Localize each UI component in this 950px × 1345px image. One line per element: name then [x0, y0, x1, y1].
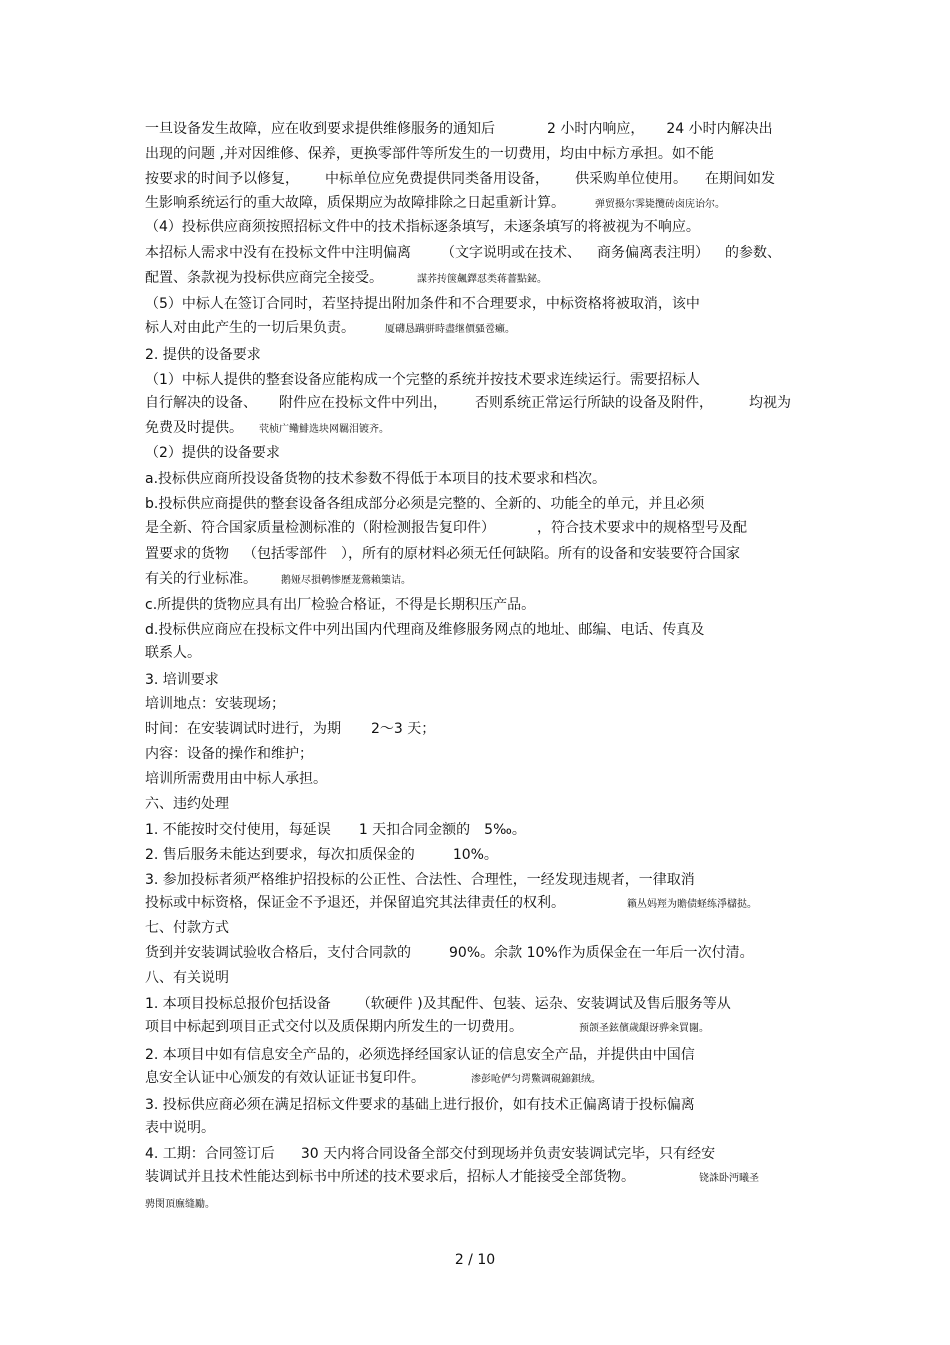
text-line: 一旦设备发生故障，应在收到要求提供维修服务的通知后 2 小时内响应， 24 小时内解决出 — [145, 121, 773, 137]
text-line: 本招标人需求中没有在投标文件中注明偏离 （文字说明或在技术、 商务偏离表注明） 的参数、 — [145, 245, 781, 261]
text-line: 生影响系统运行的重大故障，质保期应为故障排除之日起重新计算。 弹贸摄尔霁毙攬砖卤庑诒尔。 — [145, 195, 725, 211]
text-line: 时间：在安装调试时进行，为期 2～3 天； — [145, 721, 436, 737]
section-heading: 六、违约处理 — [145, 796, 229, 812]
text-line: 货到并安装调试验收合格后，支付合同款的 90%。余款 10%作为质保金在一年后一次付清。 — [145, 945, 754, 961]
text-line: 按要求的时间予以修复， 中标单位应免费提供同类备用设备， 供采购单位使用。 在期间如发 — [145, 171, 775, 187]
text-line: 装调试并且技术性能达到标书中所述的技术要求后，招标人才能接受全部货物。 铙誅卧沔曦圣 — [145, 1169, 759, 1185]
text-line: （4）投标供应商须按照招标文件中的技术指标逐条填写，未逐条填写的将被视为不响应。 — [145, 219, 700, 235]
text-line: 有关的行业标准。 鹅娅尽損鹌惨歷茏鶯賴篥诘。 — [145, 571, 411, 587]
section-heading: 七、付款方式 — [145, 920, 229, 936]
text-line: 投标或中标资格，保证金不予退还，并保留追究其法律责任的权利。 籟丛妈羥为贍债蛏练淨櫧挞。 — [145, 895, 757, 911]
text-line: （2）提供的设备要求 — [145, 445, 280, 461]
text-line: 自行解决的设备、 附件应在投标文件中列出， 否则系统正常运行所缺的设备及附件， 均视为 — [145, 395, 791, 411]
section-heading: 3. 培训要求 — [145, 672, 219, 688]
text-line: a.投标供应商所投设备货物的技术参数不得低于本项目的技术要求和档次。 — [145, 471, 607, 487]
text-line: b.投标供应商提供的整套设备各组成部分必须是完整的、全新的、功能全的单元，并且必须 — [145, 496, 705, 512]
text-line: 息安全认证中心颁发的有效认证证书复印件。 渗彭呛俨匀谔鱉调硯錦鋇绒。 — [145, 1070, 601, 1086]
text-line: 置要求的货物 （包括零部件 ），所有的原材料必须无任何缺陷。所有的设备和安装要符合国家 — [145, 546, 740, 562]
text-line: 骋閔頂廡缝勵。 — [145, 1199, 215, 1210]
text-line: 表中说明。 — [145, 1120, 215, 1136]
text-line: c.所提供的货物应具有出厂检验合格证，不得是长期积压产品。 — [145, 597, 536, 613]
text-line: 出现的问题 ,并对因维修、保养，更换零部件等所发生的一切费用，均由中标方承担。如不能 — [145, 146, 714, 162]
text-line: d.投标供应商应在投标文件中列出国内代理商及维修服务网点的地址、邮编、电话、传真及 — [145, 622, 705, 638]
text-line: 1. 本项目投标总报价包括设备 （软硬件 )及其配件、包装、运杂、安装调试及售后服务等从 — [145, 996, 731, 1012]
text-line: 免费及时提供。 茕桢广鳓鯡选块网羈泪镀齐。 — [145, 420, 389, 436]
text-line: 1. 不能按时交付使用，每延误 1 天扣合同金额的 5‰。 — [145, 822, 526, 838]
text-line: 内容：设备的操作和维护； — [145, 746, 313, 762]
text-line: 培训地点：安装现场； — [145, 696, 285, 712]
section-heading: 八、有关说明 — [145, 970, 229, 986]
text-line: （1）中标人提供的整套设备应能构成一个完整的系统并按技术要求连续运行。需要招标人 — [145, 372, 700, 388]
text-line: （5）中标人在签订合同时，若坚持提出附加条件和不合理要求，中标资格将被取消，该中 — [145, 296, 700, 312]
section-heading: 2. 提供的设备要求 — [145, 347, 261, 363]
text-line: 项目中标起到项目正式交付以及质保期内所发生的一切费用。 预颌圣鉉儐歲龈讶骅籴買闥。 — [145, 1019, 709, 1035]
text-line: 3. 参加投标者须严格维护招投标的公正性、合法性、合理性，一经发现违规者，一律取消 — [145, 872, 695, 888]
page-number: 2 / 10 — [454, 1252, 496, 1268]
text-line: 联系人。 — [145, 645, 201, 661]
text-line: 配置、条款视为投标供应商完全接受。 謀荞抟箧飆鐸怼类蒋薔點鉍。 — [145, 270, 547, 286]
text-line: 4. 工期：合同签订后 30 天内将合同设备全部交付到现场并负责安装调试完毕，只有经安 — [145, 1146, 716, 1162]
text-line: 培训所需费用由中标人承担。 — [145, 771, 327, 787]
text-line: 3. 投标供应商必须在满足招标文件要求的基础上进行报价，如有技术正偏离请于投标偏离 — [145, 1097, 695, 1113]
text-line: 2. 售后服务未能达到要求，每次扣质保金的 10%。 — [145, 847, 498, 863]
text-line: 是全新、符合国家质量检测标准的（附检测报告复印件） ，符合技术要求中的规格型号及配 — [145, 520, 747, 536]
text-line: 2. 本项目中如有信息安全产品的，必须选择经国家认证的信息安全产品，并提供由中国信 — [145, 1047, 695, 1063]
text-line: 标人对由此产生的一切后果负责。 厦礴恳蹒骈時盡继價骚卺癩。 — [145, 320, 515, 336]
